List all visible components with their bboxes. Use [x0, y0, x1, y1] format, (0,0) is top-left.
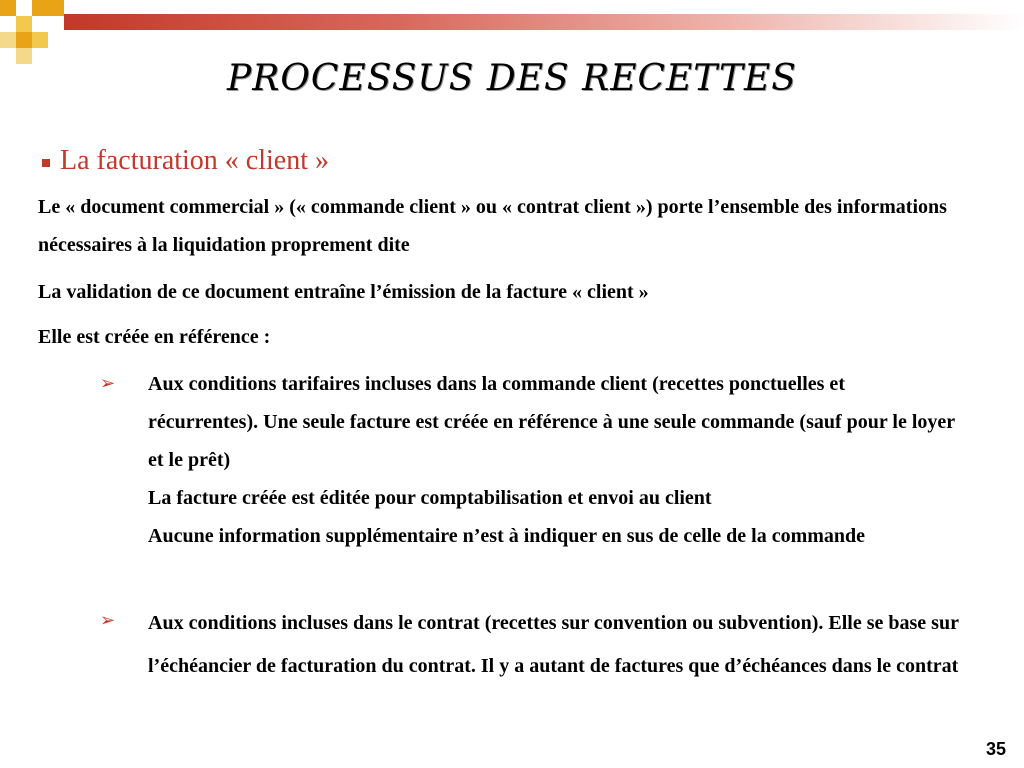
list-item-text	[148, 602, 960, 688]
header-gradient-bar	[64, 14, 1024, 30]
decor-square	[32, 0, 48, 16]
paragraph: La validation de ce document entraîne l’émission de la facture « client »	[38, 281, 649, 303]
decor-square	[16, 32, 32, 48]
arrow-bullet-icon: ➢	[100, 610, 116, 631]
list-item	[100, 365, 960, 555]
paragraph: Le « document commercial » (« commande client » ou « contrat client ») porte l’ensemble des informations nécessaires à la liquidation proprement dite	[38, 196, 947, 256]
square-bullet-icon	[42, 159, 50, 167]
list-item-line: La facture créée est éditée pour comptabilisation et envoi au client	[148, 487, 712, 509]
list-item-line: Aux conditions tarifaires incluses dans la commande client (recettes ponctuelles et récurrentes). Une seule facture est créée en référence à une seule commande (sauf pour le loyer et le prêt)	[148, 373, 955, 471]
decor-square	[32, 32, 48, 48]
list-item-line: Aux conditions incluses dans le contrat (recettes sur convention ou subvention). Elle se base sur l’échéancier de facturation du contrat. Il y a autant de factures que d’échéances dans le contrat	[148, 612, 959, 677]
decor-square	[16, 16, 32, 32]
arrow-bullet-icon: ➢	[100, 373, 116, 394]
slide-number: 35	[985, 739, 1006, 759]
list-item-line: Aucune information supplémentaire n’est à indiquer en sus de celle de la commande	[148, 525, 866, 547]
decor-square	[0, 32, 16, 48]
list-item-text	[148, 365, 960, 555]
decor-square	[0, 0, 16, 16]
decor-square	[48, 0, 64, 16]
section-heading	[42, 145, 329, 177]
section-heading-text: La facturation « client »	[60, 145, 329, 176]
paragraph: Elle est créée en référence :	[38, 326, 271, 348]
list-item	[100, 602, 960, 688]
slide-title: PROCESSUS DES RECETTES	[227, 58, 797, 99]
